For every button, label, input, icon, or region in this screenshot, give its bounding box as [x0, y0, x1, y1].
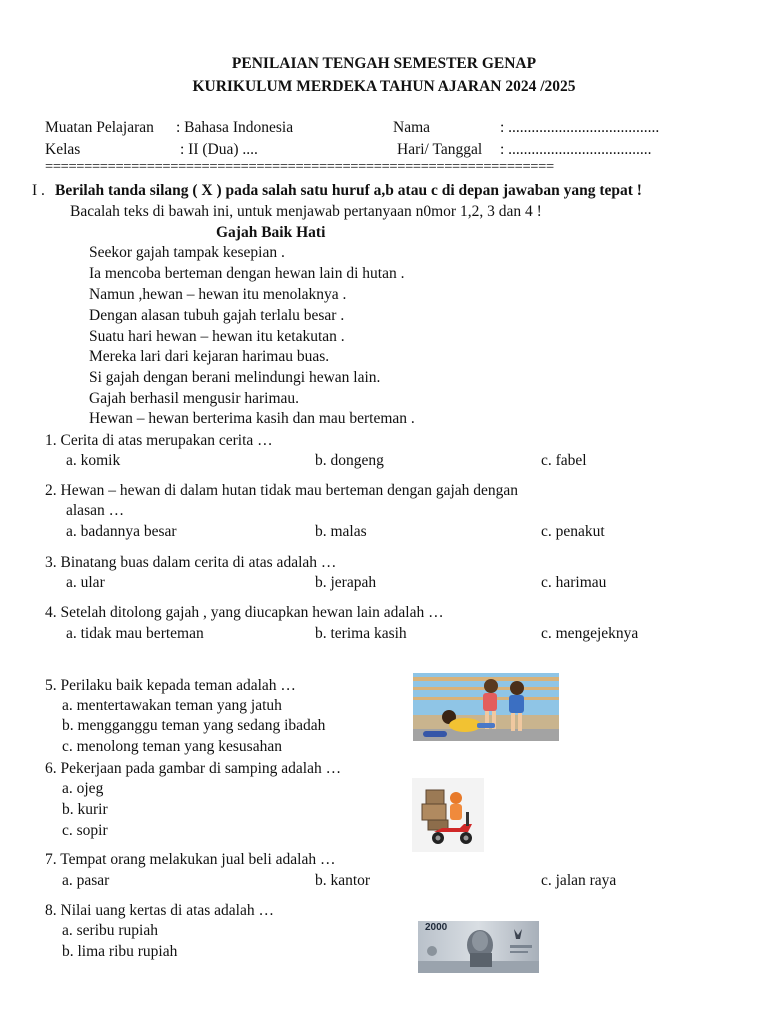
q7-option-a[interactable]: a. pasar: [62, 872, 110, 889]
story-line: Hewan – hewan berterima kasih dan mau berteman .: [89, 410, 415, 427]
banknote-value-label: 2000: [425, 922, 448, 933]
class-label: Kelas: [45, 141, 81, 158]
q2-option-a[interactable]: a. badannya besar: [66, 523, 177, 540]
subject-label: Muatan Pelajaran: [45, 119, 154, 136]
question-8: 8. Nilai uang kertas di atas adalah …: [45, 902, 274, 919]
story-line: Gajah berhasil mengusir harimau.: [89, 390, 300, 407]
q8-option-a[interactable]: a. seribu rupiah: [62, 922, 158, 939]
question-1: 1. Cerita di atas merupakan cerita …: [45, 432, 273, 449]
reading-intro: Bacalah teks di bawah ini, untuk menjawab pertanyaan n0mor 1,2, 3 dan 4 !: [70, 203, 542, 220]
class-value: : II (Dua) ....: [180, 141, 258, 158]
story-line: Namun ,hewan – hewan itu menolaknya .: [89, 286, 347, 303]
question-4: 4. Setelah ditolong gajah , yang diucapkan hewan lain adalah …: [45, 604, 444, 621]
q5-children-image: [413, 673, 559, 741]
section-instruction: Berilah tanda silang ( X ) pada salah satu huruf a,b atau c di depan jawaban yang tepat !: [55, 182, 642, 199]
q6-courier-image: [412, 778, 484, 852]
q3-option-a[interactable]: a. ular: [66, 574, 105, 591]
question-2: 2. Hewan – hewan di dalam hutan tidak mau berteman dengan gajah dengan: [45, 482, 519, 499]
q2-option-c[interactable]: c. penakut: [541, 523, 605, 540]
q6-option-b[interactable]: b. kurir: [62, 801, 108, 818]
story-line: Ia mencoba berteman dengan hewan lain di hutan .: [89, 265, 405, 282]
q6-option-c[interactable]: c. sopir: [62, 822, 108, 839]
q5-option-a[interactable]: a. mentertawakan teman yang jatuh: [62, 697, 282, 714]
q3-option-c[interactable]: c. harimau: [541, 574, 607, 591]
exam-title: PENILAIAN TENGAH SEMESTER GENAP: [231, 55, 537, 72]
story-line: Mereka lari dari kejaran harimau buas.: [89, 348, 330, 365]
q1-option-a[interactable]: a. komik: [66, 452, 121, 469]
question-2-cont: alasan …: [66, 502, 125, 519]
story-line: Seekor gajah tampak kesepian .: [89, 244, 285, 261]
q5-option-b[interactable]: b. mengganggu teman yang sedang ibadah: [62, 717, 326, 734]
section-number: I .: [32, 182, 45, 199]
q3-option-b[interactable]: b. jerapah: [315, 574, 377, 591]
q1-option-c[interactable]: c. fabel: [541, 452, 587, 469]
q2-option-b[interactable]: b. malas: [315, 523, 367, 540]
header-divider: =================================================================: [45, 159, 554, 175]
name-value: : .......................................: [500, 119, 660, 136]
question-6: 6. Pekerjaan pada gambar di samping adalah …: [45, 760, 342, 777]
q1-option-b[interactable]: b. dongeng: [315, 452, 384, 469]
q7-option-c[interactable]: c. jalan raya: [541, 872, 617, 889]
q8-option-b[interactable]: b. lima ribu rupiah: [62, 943, 178, 960]
subject-value: : Bahasa Indonesia: [176, 119, 294, 136]
q4-option-c[interactable]: c. mengejeknya: [541, 625, 639, 642]
story-title: Gajah Baik Hati: [216, 224, 326, 241]
q4-option-a[interactable]: a. tidak mau berteman: [66, 625, 204, 642]
q8-banknote-image: [418, 921, 539, 973]
q5-option-c[interactable]: c. menolong teman yang kesusahan: [62, 738, 282, 755]
q4-option-b[interactable]: b. terima kasih: [315, 625, 407, 642]
exam-subtitle: KURIKULUM MERDEKA TAHUN AJARAN 2024 /2025: [192, 78, 576, 95]
question-7: 7. Tempat orang melakukan jual beli adalah …: [45, 851, 336, 868]
story-line: Si gajah dengan berani melindungi hewan lain.: [89, 369, 381, 386]
day-label: Hari/ Tanggal: [397, 141, 483, 158]
name-label: Nama: [393, 119, 431, 136]
story-line: Suatu hari hewan – hewan itu ketakutan .: [89, 328, 345, 345]
q6-option-a[interactable]: a. ojeg: [62, 780, 104, 797]
day-value: : .....................................: [500, 141, 652, 158]
question-3: 3. Binatang buas dalam cerita di atas adalah …: [45, 554, 337, 571]
q7-option-b[interactable]: b. kantor: [315, 872, 371, 889]
question-5: 5. Perilaku baik kepada teman adalah …: [45, 677, 296, 694]
story-line: Dengan alasan tubuh gajah terlalu besar .: [89, 307, 345, 324]
